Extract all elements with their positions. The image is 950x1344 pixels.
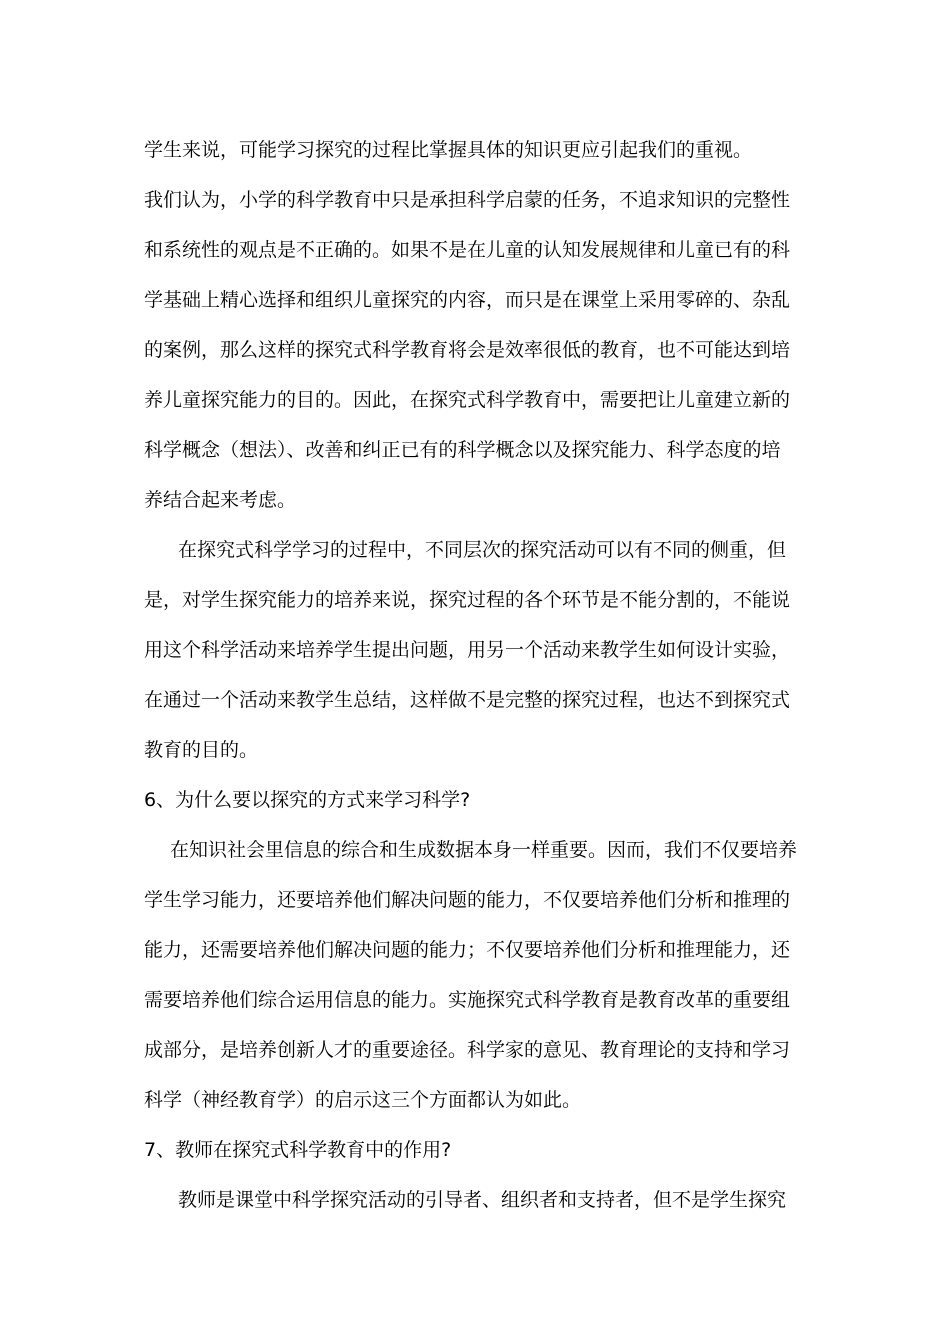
text-line: 学基础上精心选择和组织儿童探究的内容，而只是在课堂上采用零碎的、杂乱 xyxy=(144,289,791,311)
section-heading-6: 6、为什么要以探究的方式来学习科学? xyxy=(144,789,471,811)
text-line: 养结合起来考虑。 xyxy=(144,489,297,511)
text-line: 学生学习能力，还要培养他们解决问题的能力，不仅要培养他们分析和推理的 xyxy=(144,889,791,911)
text-line: 是，对学生探究能力的培养来说，探究过程的各个环节是不能分割的，不能说 xyxy=(144,589,791,611)
text-line: 用这个科学活动来培养学生提出问题，用另一个活动来教学生如何设计实验， xyxy=(144,639,791,661)
text-line: 成部分，是培养创新人才的重要途径。科学家的意见、教育理论的支持和学习 xyxy=(144,1039,791,1061)
text-line: 学生来说，可能学习探究的过程比掌握具体的知识更应引起我们的重视。 xyxy=(144,139,753,161)
paragraph-first-line: 在探究式科学学习的过程中，不同层次的探究活动可以有不同的侧重，但 xyxy=(178,539,787,561)
paragraph-first-line: 在知识社会里信息的综合和生成数据本身一样重要。因而，我们不仅要培养 xyxy=(170,839,798,861)
text-line: 科学（神经教育学）的启示这三个方面都认为如此。 xyxy=(144,1089,582,1111)
text-line: 养儿童探究能力的目的。因此，在探究式科学教育中，需要把让儿童建立新的 xyxy=(144,389,791,411)
text-line: 科学概念（想法）、改善和纠正已有的科学概念以及探究能力、科学态度的培 xyxy=(144,439,781,461)
text-line: 的案例，那么这样的探究式科学教育将会是效率很低的教育，也不可能达到培 xyxy=(144,339,791,361)
text-line: 能力，还需要培养他们解决问题的能力；不仅要培养他们分析和推理能力，还 xyxy=(144,939,791,961)
paragraph-first-line: 教师是课堂中科学探究活动的引导者、组织者和支持者，但不是学生探究 xyxy=(178,1189,787,1211)
text-line: 教育的目的。 xyxy=(144,739,259,761)
section-heading-7: 7、教师在探究式科学教育中的作用? xyxy=(144,1139,452,1161)
text-line: 在通过一个活动来教学生总结，这样做不是完整的探究过程，也达不到探究式 xyxy=(144,689,791,711)
text-line: 和系统性的观点是不正确的。如果不是在儿童的认知发展规律和儿童已有的科 xyxy=(144,239,791,261)
text-line: 需要培养他们综合运用信息的能力。实施探究式科学教育是教育改革的重要组 xyxy=(144,989,791,1011)
text-line: 我们认为，小学的科学教育中只是承担科学启蒙的任务，不追求知识的完整性 xyxy=(144,189,791,211)
